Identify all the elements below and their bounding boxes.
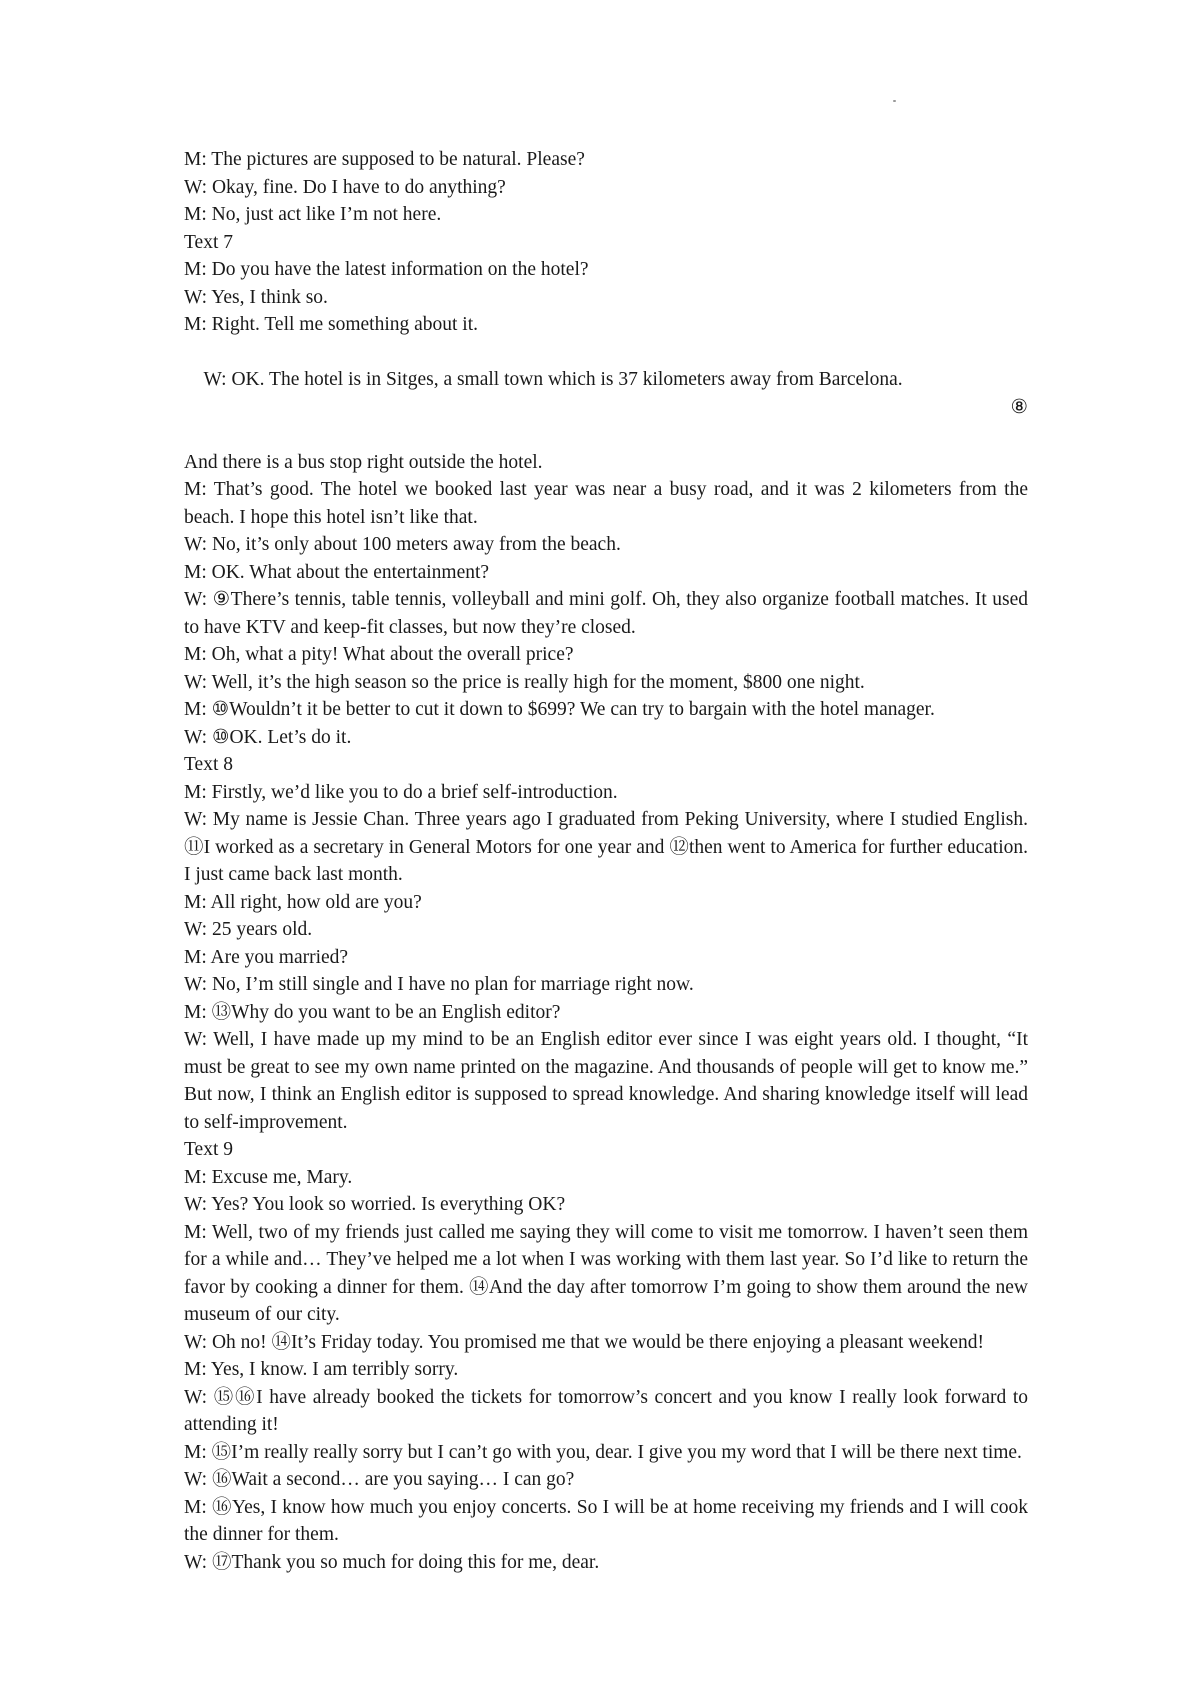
dialogue-line: M: Right. Tell me something about it.: [184, 314, 479, 335]
dialogue-line: M: Do you have the latest information on the hotel?: [184, 259, 589, 280]
dialogue-line: M: Yes, I know. I am terribly sorry.: [184, 1359, 459, 1380]
dialogue-paragraph: M: ⑯Yes, I know how much you enjoy concerts. So I will be at home receiving my friends and I will cook the dinner for them.: [184, 1496, 1028, 1545]
dialogue-paragraph: W: My name is Jessie Chan. Three years ago I graduated from Peking University, where I studied English. ⑪I worked as a secretary in General Motors for one year and ⑫then went to America for further education. I just came back last month.: [184, 809, 1028, 885]
dialogue-paragraph: M: Well, two of my friends just called me saying they will come to visit me tomorrow. I haven’t seen them for a while and… They’ve helped me a lot when I was working with them last year. So I’d like to return the favor by cooking a dinner for them. ⑭And the day after tomorrow I’m going to show them around the new museum of our city.: [184, 1221, 1028, 1325]
dialogue-paragraph: M: That’s good. The hotel we booked last year was near a busy road, and it was 2 kilometers from the beach. I hope this hotel isn’t like that.: [184, 479, 1028, 528]
dialogue-line: M: No, just act like I’m not here.: [184, 204, 442, 225]
question-marker: ⑧: [1010, 396, 1028, 418]
dialogue-line: W: Well, it’s the high season so the price is really high for the moment, $800 one night.: [184, 671, 865, 693]
dialogue-paragraph: W: ⑨There’s tennis, table tennis, volleyball and mini golf. Oh, they also organize football matches. It used to have KTV and keep-fit classes, but now they’re closed.: [184, 589, 1028, 638]
dialogue-line: W: Okay, fine. Do I have to do anything?: [184, 176, 506, 198]
dialogue-line: M: Oh, what a pity! What about the overall price?: [184, 644, 574, 665]
dialogue-paragraph: M: ⑮I’m really really sorry but I can’t go with you, dear. I give you my word that I will be there next time.: [184, 1441, 1022, 1463]
dialogue-line: W: ⑯Wait a second… are you saying… I can go?: [184, 1469, 575, 1490]
dialogue-line: W: No, it’s only about 100 meters away from the beach.: [184, 534, 621, 555]
dialogue-line: M: ⑩Wouldn’t it be better to cut it down to $699? We can try to bargain with the hotel manager.: [184, 699, 935, 720]
dialogue-paragraph: W: Well, I have made up my mind to be an English editor ever since I was eight years old. I thought, “It must be great to see my own name printed on the magazine. And thousands of people will get to know me.” But now, I think an English editor is supposed to spread knowledge. And sharing knowledge itself will lead to self-improvement.: [184, 1029, 1028, 1133]
section-heading-text-7: Text 7: [184, 231, 233, 253]
dialogue-line: M: ⑬Why do you want to be an English editor?: [184, 1001, 561, 1023]
dialogue-line: W: ⑩OK. Let’s do it.: [184, 726, 352, 748]
dialogue-line: W: Yes? You look so worried. Is everything OK?: [184, 1194, 566, 1215]
dialogue-line: M: Firstly, we’d like you to do a brief self-introduction.: [184, 781, 618, 803]
transcript-page: [184, 146, 1028, 1576]
dialogue-line: M: Are you married?: [184, 946, 349, 968]
dialogue-line: M: The pictures are supposed to be natural. Please?: [184, 149, 585, 170]
dialogue-line: M: Excuse me, Mary.: [184, 1166, 353, 1188]
dialogue-line-text: W: OK. The hotel is in Sitges, a small town which is 37 kilometers away from Barcelona.: [203, 369, 903, 390]
dialogue-line: [184, 339, 1028, 449]
section-heading-text-8: Text 8: [184, 754, 233, 775]
dialogue-line: And there is a bus stop right outside the hotel.: [184, 451, 543, 473]
dialogue-line: W: 25 years old.: [184, 919, 313, 940]
dialogue-line: W: No, I’m still single and I have no plan for marriage right now.: [184, 974, 694, 995]
dialogue-line: M: OK. What about the entertainment?: [184, 561, 490, 583]
dialogue-paragraph: W: Oh no! ⑭It’s Friday today. You promised me that we would be there enjoying a pleasant weekend!: [184, 1331, 985, 1353]
dialogue-line: W: ⑰Thank you so much for doing this for me, dear.: [184, 1551, 600, 1573]
section-heading-text-9: Text 9: [184, 1139, 233, 1160]
dialogue-line: M: All right, how old are you?: [184, 891, 422, 913]
stray-mark: [893, 100, 896, 102]
dialogue-line: W: Yes, I think so.: [184, 286, 328, 308]
dialogue-paragraph: W: ⑮⑯I have already booked the tickets for tomorrow’s concert and you know I really look forward to attending it!: [184, 1386, 1028, 1435]
